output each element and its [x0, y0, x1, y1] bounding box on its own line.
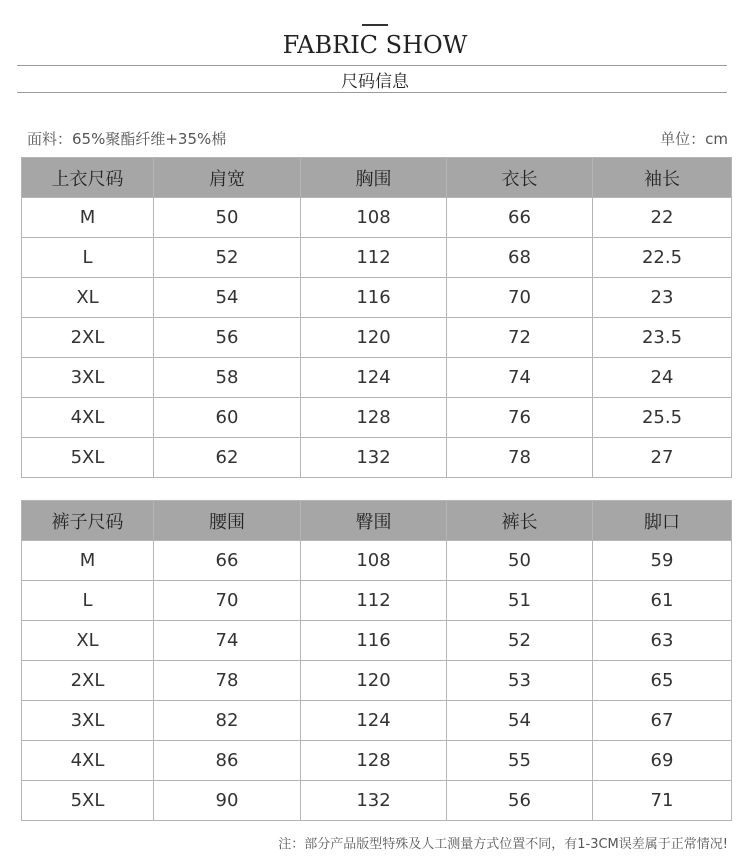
- measure-cell: 120: [301, 661, 447, 701]
- unit-info: 单位：cm: [660, 130, 728, 148]
- measure-cell: 78: [154, 661, 301, 701]
- material-info: 面料：65%聚酯纤维+35%棉: [27, 130, 227, 148]
- table-row: [22, 398, 732, 438]
- table-row: [22, 741, 732, 781]
- measure-cell: 132: [301, 438, 447, 478]
- measure-cell: 54: [154, 278, 301, 318]
- measure-cell: 59: [593, 541, 732, 581]
- measure-cell: 51: [447, 581, 593, 621]
- measure-cell: 27: [593, 438, 732, 478]
- size-cell: M: [22, 198, 154, 238]
- measure-cell: 56: [447, 781, 593, 821]
- measure-cell: 65: [593, 661, 732, 701]
- measure-cell: 112: [301, 238, 447, 278]
- measure-cell: 50: [447, 541, 593, 581]
- header-cell: 衣长: [447, 158, 593, 198]
- top-size-table: [21, 157, 732, 478]
- header-cell: 胸围: [301, 158, 447, 198]
- measure-cell: 120: [301, 318, 447, 358]
- measure-cell: 128: [301, 398, 447, 438]
- size-cell: L: [22, 581, 154, 621]
- header-cell: 肩宽: [154, 158, 301, 198]
- measure-cell: 74: [447, 358, 593, 398]
- measure-cell: 76: [447, 398, 593, 438]
- section-subtitle: 尺码信息: [341, 72, 409, 92]
- measure-cell: 68: [447, 238, 593, 278]
- measure-cell: 70: [154, 581, 301, 621]
- measure-cell: 124: [301, 701, 447, 741]
- measure-cell: 23.5: [593, 318, 732, 358]
- measure-cell: 124: [301, 358, 447, 398]
- measure-cell: 108: [301, 198, 447, 238]
- header-cell: 上衣尺码: [22, 158, 154, 198]
- table-row: [22, 781, 732, 821]
- measure-cell: 72: [447, 318, 593, 358]
- size-cell: 2XL: [22, 661, 154, 701]
- measure-cell: 52: [447, 621, 593, 661]
- measure-cell: 70: [447, 278, 593, 318]
- measure-cell: 52: [154, 238, 301, 278]
- size-cell: 3XL: [22, 358, 154, 398]
- table-row: [22, 358, 732, 398]
- table-row: [22, 541, 732, 581]
- size-cell: XL: [22, 621, 154, 661]
- footer-note: 注：部分产品版型特殊及人工测量方式位置不同，有1-3CM误差属于正常情况!: [278, 837, 728, 852]
- measure-cell: 61: [593, 581, 732, 621]
- header-cell: 腰围: [154, 501, 301, 541]
- measure-cell: 66: [447, 198, 593, 238]
- size-cell: L: [22, 238, 154, 278]
- measure-cell: 90: [154, 781, 301, 821]
- size-cell: 5XL: [22, 781, 154, 821]
- measure-cell: 128: [301, 741, 447, 781]
- table-header-row: [22, 158, 732, 198]
- header-cell: 裤子尺码: [22, 501, 154, 541]
- measure-cell: 67: [593, 701, 732, 741]
- table-row: [22, 198, 732, 238]
- divider-bottom: [17, 92, 727, 93]
- measure-cell: 116: [301, 621, 447, 661]
- size-cell: 3XL: [22, 701, 154, 741]
- measure-cell: 71: [593, 781, 732, 821]
- measure-cell: 62: [154, 438, 301, 478]
- size-cell: 5XL: [22, 438, 154, 478]
- bottom-size-table: [21, 500, 732, 821]
- measure-cell: 22.5: [593, 238, 732, 278]
- size-cell: M: [22, 541, 154, 581]
- size-cell: XL: [22, 278, 154, 318]
- header-cell: 臀围: [301, 501, 447, 541]
- table-row: [22, 661, 732, 701]
- table-row: [22, 438, 732, 478]
- size-cell: 4XL: [22, 398, 154, 438]
- table-row: [22, 278, 732, 318]
- measure-cell: 86: [154, 741, 301, 781]
- measure-cell: 58: [154, 358, 301, 398]
- table-row: [22, 238, 732, 278]
- measure-cell: 55: [447, 741, 593, 781]
- table-row: [22, 581, 732, 621]
- measure-cell: 108: [301, 541, 447, 581]
- measure-cell: 112: [301, 581, 447, 621]
- measure-cell: 60: [154, 398, 301, 438]
- measure-cell: 63: [593, 621, 732, 661]
- table-row: [22, 318, 732, 358]
- measure-cell: 54: [447, 701, 593, 741]
- table-row: [22, 701, 732, 741]
- title-accent-bar: [362, 24, 388, 26]
- measure-cell: 66: [154, 541, 301, 581]
- header-cell: 脚口: [593, 501, 732, 541]
- measure-cell: 23: [593, 278, 732, 318]
- header-cell: 袖长: [593, 158, 732, 198]
- measure-cell: 50: [154, 198, 301, 238]
- measure-cell: 74: [154, 621, 301, 661]
- table-row: [22, 621, 732, 661]
- divider-top: [17, 65, 727, 66]
- brand-title: FABRIC SHOW: [282, 31, 468, 59]
- table-header-row: [22, 501, 732, 541]
- measure-cell: 82: [154, 701, 301, 741]
- size-cell: 4XL: [22, 741, 154, 781]
- measure-cell: 116: [301, 278, 447, 318]
- header-cell: 裤长: [447, 501, 593, 541]
- measure-cell: 69: [593, 741, 732, 781]
- size-cell: 2XL: [22, 318, 154, 358]
- measure-cell: 53: [447, 661, 593, 701]
- measure-cell: 22: [593, 198, 732, 238]
- measure-cell: 25.5: [593, 398, 732, 438]
- measure-cell: 78: [447, 438, 593, 478]
- measure-cell: 132: [301, 781, 447, 821]
- measure-cell: 24: [593, 358, 732, 398]
- measure-cell: 56: [154, 318, 301, 358]
